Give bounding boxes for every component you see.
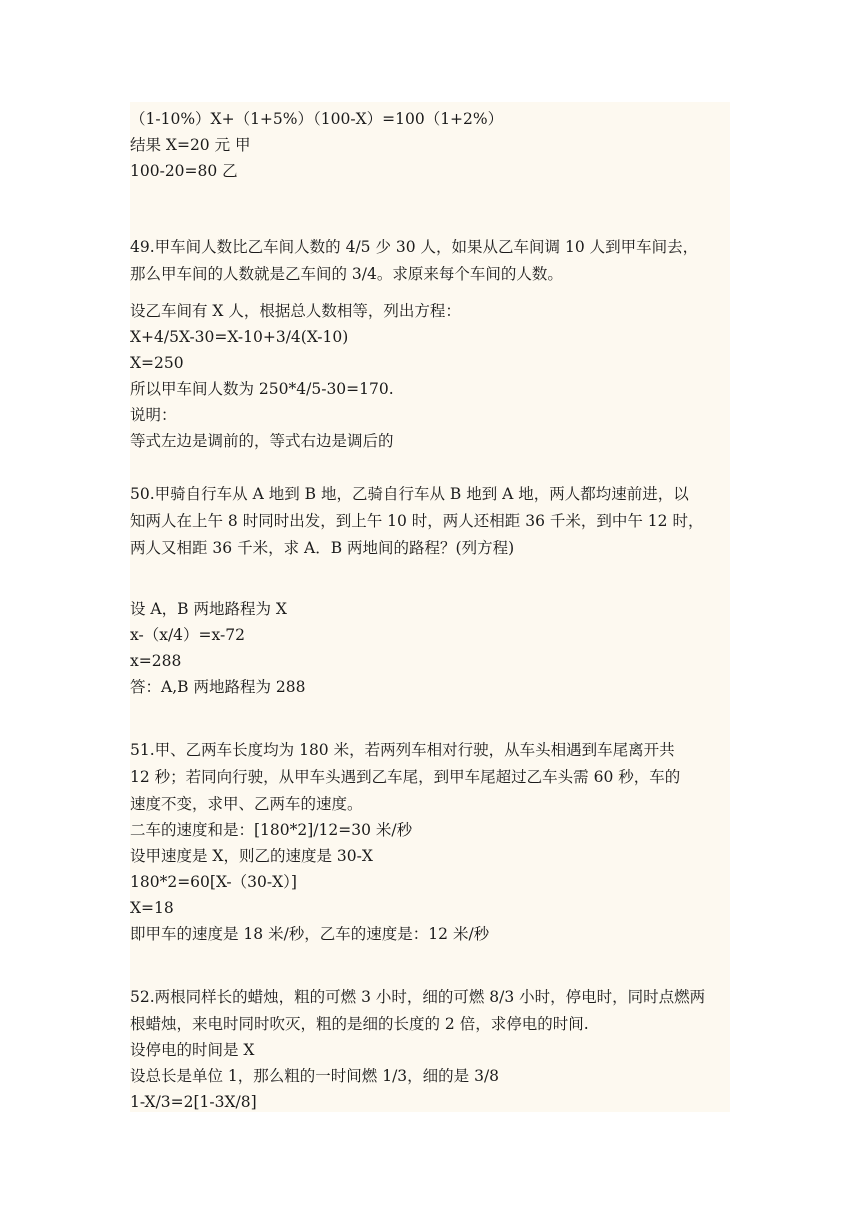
answer-52-line: 设停电的时间是 X xyxy=(130,1041,255,1059)
question-51-line: 51.甲、乙两车长度均为 180 米，若两列车相对行驶，从车头相遇到车尾离开共 xyxy=(130,741,675,759)
answer-52-line: 1-X/3=2[1-3X/8] xyxy=(130,1093,257,1111)
question-52-line: 52.两根同样长的蜡烛，粗的可燃 3 小时，细的可燃 8/3 小时，停电时，同时点燃两 xyxy=(130,988,706,1006)
answer-52-line: 设总长是单位 1，那么粗的一时间燃 1/3，细的是 3/8 xyxy=(130,1067,500,1085)
question-52-line: 根蜡烛，来电时同时吹灭，粗的是细的长度的 2 倍，求停电的时间. xyxy=(130,1015,589,1033)
answer-51-line: X=18 xyxy=(130,899,174,917)
text-body xyxy=(130,102,730,1112)
question-51-line: 速度不变，求甲、乙两车的速度。 xyxy=(130,795,363,813)
answer-50-line: 答：A,B 两地路程为 288 xyxy=(130,678,306,696)
answer-50-line: 设 A，B 两地路程为 X xyxy=(130,600,287,618)
question-50-line: 50.甲骑自行车从 A 地到 B 地，乙骑自行车从 B 地到 A 地，两人都均速前进，以 xyxy=(130,485,689,503)
answer-49-line: 设乙车间有 X 人，根据总人数相等，列出方程： xyxy=(130,302,461,320)
answer-51-line: 即甲车的速度是 18 米/秒，乙车的速度是：12 米/秒 xyxy=(130,925,490,943)
question-50-line: 两人又相距 36 千米，求 A．B 两地间的路程？(列方程) xyxy=(130,539,515,557)
answer-51-line: 二车的速度和是：[180*2]/12=30 米/秒 xyxy=(130,821,413,839)
question-50-line: 知两人在上午 8 时同时出发，到上午 10 时，两人还相距 36 千米，到中午 12 时， xyxy=(130,512,704,530)
answer-51-line: 180*2=60[X-（30-X）] xyxy=(130,873,297,891)
answer-49-line: 等式左边是调前的，等式右边是调后的 xyxy=(130,432,394,450)
answer-49-line: X+4/5X-30=X-10+3/4(X-10) xyxy=(130,328,349,346)
equation-line: （1-10%）X+（1+5%）（100-X）=100（1+2%） xyxy=(130,110,504,128)
answer-49-line: 说明： xyxy=(130,406,177,424)
answer-50-line: x=288 xyxy=(130,652,182,670)
answer-51-line: 设甲速度是 X，则乙的速度是 30-X xyxy=(130,847,373,865)
answer-50-line: x-（x/4）=x-72 xyxy=(130,626,245,644)
result-line: 结果 X=20 元 甲 xyxy=(130,136,251,154)
question-49-line: 49.甲车间人数比乙车间人数的 4/5 少 30 人，如果从乙车间调 10 人到甲车间去， xyxy=(130,238,699,256)
question-49-line: 那么甲车间的人数就是乙车间的 3/4。求原来每个车间的人数。 xyxy=(130,265,563,283)
answer-49-line: X=250 xyxy=(130,354,184,372)
answer-49-line: 所以甲车间人数为 250*4/5-30=170. xyxy=(130,380,394,398)
result-line: 100-20=80 乙 xyxy=(130,162,238,180)
question-51-line: 12 秒；若同向行驶，从甲车头遇到乙车尾，到甲车尾超过乙车头需 60 秒，车的 xyxy=(130,768,681,786)
